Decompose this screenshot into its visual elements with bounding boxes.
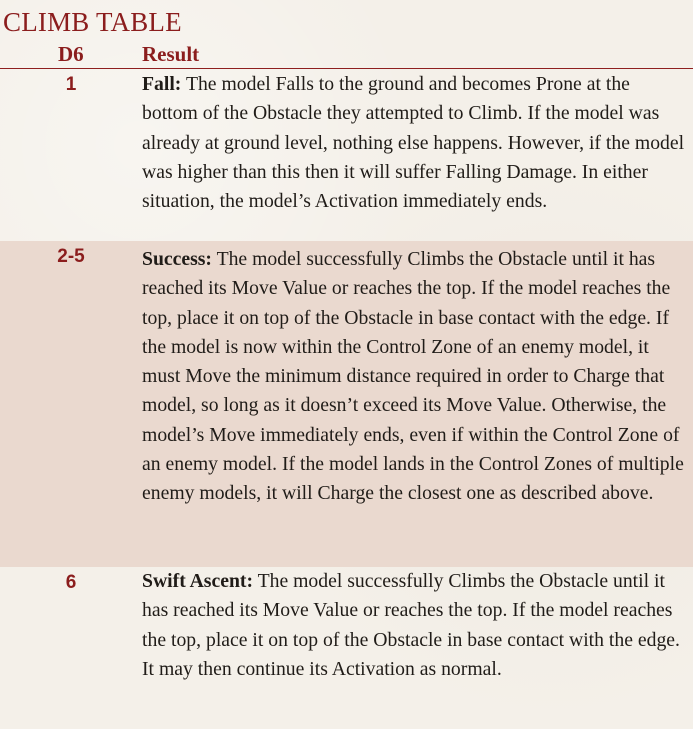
roll-value: 1 (65, 74, 77, 95)
table-title: CLIMB TABLE (3, 7, 182, 37)
d6-column-header: D6 (58, 42, 84, 66)
result-lead: Success: (142, 248, 212, 270)
table-row-3 (0, 567, 693, 717)
result-lead: Fall: (142, 73, 182, 95)
result-text (142, 70, 690, 216)
result-body: The model successfully Climbs the Obstacle until it has reached its Move Value or reaches the top. If the model reaches the top, place it on top of the Obstacle in base contact with the edge. It may then continue its Activation as normal. (142, 570, 680, 680)
table-row-2 (0, 241, 693, 567)
result-body: The model Falls to the ground and becomes Prone at the bottom of the Obstacle they attempted to Climb. If the model was already at ground level, nothing else happens. However, if the model was higher than this then it will suffer Falling Damage. In either situation, the model’s Activation immediately ends. (142, 73, 685, 213)
roll-value: 2-5 (57, 246, 85, 267)
result-column-header: Result (142, 42, 200, 66)
table-row-1 (0, 69, 693, 241)
result-body: The model successfully Climbs the Obstacle until it has reached its Move Value or reaches the top. If the model reaches the top, place it on top of the Obstacle in base contact with the edge. If the model is now within the Control Zone of an enemy model, it must Move the minimum distance required in order to Charge that model, so long as it doesn’t exceed its Move Value. Otherwise, the model’s Move immediately ends, even if within the Control Zone of an enemy model. If the model lands in the Control Zones of multiple enemy models, it will Charge the closest one as described above. (142, 248, 684, 505)
result-text (142, 567, 690, 684)
result-lead: Swift Ascent: (142, 570, 254, 592)
roll-value: 6 (65, 572, 77, 593)
table-header-row (0, 40, 693, 69)
result-text (142, 245, 690, 509)
